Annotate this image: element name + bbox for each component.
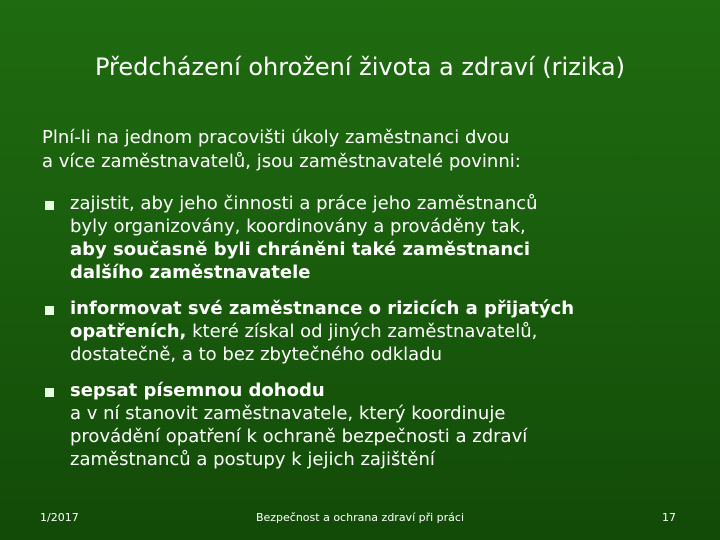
bullet-line: zajistit, aby jeho činnosti a práce jeho zaměstnanců <box>70 193 538 214</box>
bullet-line: byly organizovány, koordinovány a prováděny tak, <box>70 216 526 237</box>
bullet-line: dalšího zaměstnavatele <box>70 262 311 283</box>
footer-date: 1/2017 <box>40 511 79 524</box>
bullet-line: informovat své zaměstnance o rizicích a přijatých <box>70 298 575 319</box>
bullet-square-icon <box>45 388 54 397</box>
slide-title: Předcházení ohrožení života a zdraví (rizika) <box>94 53 625 81</box>
bullet-line: sepsat písemnou dohodu <box>70 380 325 401</box>
bullet-item <box>42 192 692 284</box>
bullet-bold-text: opatřeních, <box>70 321 187 342</box>
bullet-square-icon <box>45 306 54 315</box>
bullet-item <box>42 297 692 366</box>
bullet-line: dostatečně, a to bez zbytečného odkladu <box>70 344 442 365</box>
bullet-list <box>42 192 692 484</box>
intro-text <box>42 126 682 174</box>
bullet-item <box>42 379 692 471</box>
bullet-line: zaměstnanců a postupy k jejich zajištění <box>70 449 435 470</box>
bullet-square-icon <box>45 201 54 210</box>
bullet-line: a v ní stanovit zaměstnavatele, který koordinuje <box>70 403 506 424</box>
page-number: 17 <box>662 511 676 524</box>
bullet-line: provádění opatření k ochraně bezpečnosti a zdraví <box>70 426 528 447</box>
footer-title: Bezpečnost a ochrana zdraví při práci <box>255 511 465 524</box>
bullet-text: které získal od jiných zaměstnavatelů, <box>186 321 538 342</box>
intro-line: Plní-li na jednom pracovišti úkoly zaměstnanci dvou <box>42 127 510 148</box>
bullet-line <box>70 320 692 343</box>
bullet-line: aby současně byli chráněni také zaměstnanci <box>70 239 530 260</box>
intro-line: a více zaměstnavatelů, jsou zaměstnavatelé povinni: <box>42 151 521 172</box>
